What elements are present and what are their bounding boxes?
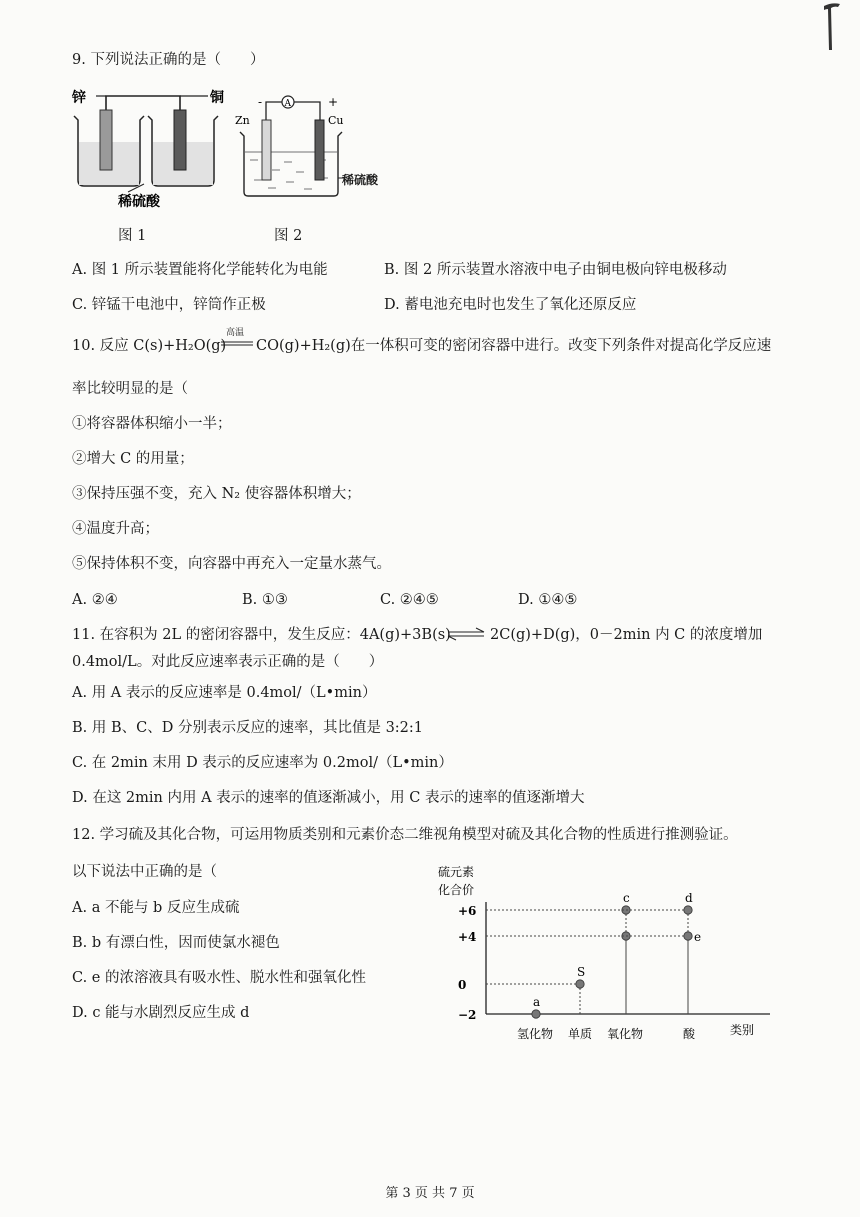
q10-item-1: ①将容器体积缩小一半； xyxy=(72,416,232,432)
graph-ytick-label: +4 xyxy=(458,930,477,944)
q11-option-b: B. 用 B、C、D 分别表示反应的速率，其比值是 3:2:1 xyxy=(72,720,424,736)
graph-point-label: a xyxy=(533,995,541,1009)
q12-stem: 12. 学习硫及其化合物，可运用物质类别和元素价态二维视角模型对硫及其化合物的性质进行推测验证。 xyxy=(72,827,738,843)
graph-point-label: e xyxy=(694,930,702,944)
q10-condition: 高温 xyxy=(226,328,245,338)
q9-option-a: A. 图 1 所示装置能将化学能转化为电能 xyxy=(72,262,328,278)
q11-option-c: C. 在 2min 末用 D 表示的反应速率为 0.2mol/（L•min） xyxy=(72,755,453,771)
fig2-cu-label: Cu xyxy=(328,114,344,127)
q10-item-3: ③保持压强不变，充入 N₂ 使容器体积增大； xyxy=(72,486,361,502)
graph-xtick-label: 氢化物 xyxy=(517,1027,554,1041)
q11-stem-left: 11. 在容积为 2L 的密闭容器中，发生反应：4A(g)+3B(s) xyxy=(72,627,451,643)
graph-point xyxy=(684,932,692,940)
q11-equilibrium-arrow xyxy=(446,627,486,641)
graph-ytick-label: 0 xyxy=(458,978,467,992)
q9-option-d: D. 蓄电池充电时也发生了氧化还原反应 xyxy=(384,297,637,313)
page-corner-mark xyxy=(810,0,850,60)
fig1-caption: 图 1 xyxy=(118,228,147,244)
q11-stem-right: 2C(g)+D(g)，0－2min 内 C 的浓度增加 xyxy=(490,627,763,643)
graph-xtick-label: 酸 xyxy=(683,1027,696,1041)
q10-option-d: D. ①④⑤ xyxy=(518,592,578,608)
q10-option-a: A. ②④ xyxy=(72,592,118,608)
q10-item-5: ⑤保持体积不变，向容器中再充入一定量水蒸气。 xyxy=(72,556,391,572)
page-footer: 第 3 页 共 7 页 xyxy=(385,1186,475,1201)
fig2-ammeter-label: A xyxy=(284,99,291,109)
q10-option-b: B. ①③ xyxy=(242,592,288,608)
q10-option-c: C. ②④⑤ xyxy=(380,592,439,608)
q9-figure-2 xyxy=(232,92,362,212)
q10-reaction-arrow xyxy=(220,340,254,346)
fig2-caption: 图 2 xyxy=(274,228,303,244)
q12-option-c: C. e 的浓溶液具有吸水性、脱水性和强氧化性 xyxy=(72,970,366,986)
q11-stem-cont: 0.4mol/L。对此反应速率表示正确的是（ ） xyxy=(72,654,384,670)
fig2-minus-label: - xyxy=(258,95,263,109)
graph-ylabel-1: 硫元素 xyxy=(438,865,475,879)
q10-stem-right: CO(g)+H₂(g)在一体积可变的密闭容器中进行。改变下列条件对提高化学反应速 xyxy=(256,338,772,354)
q9-figure-1 xyxy=(68,82,238,212)
q10-stem-cont: 率比较明显的是（ xyxy=(72,381,188,397)
graph-xtick-label: 单质 xyxy=(568,1027,593,1041)
fig1-zinc-label: 锌 xyxy=(72,90,86,106)
graph-xtick-label: 氧化物 xyxy=(607,1027,644,1041)
fig2-plus-label: + xyxy=(328,95,339,109)
q12-option-d: D. c 能与水剧烈反应生成 d xyxy=(72,1005,250,1021)
graph-ylabel-2: 化合价 xyxy=(438,883,475,897)
fig2-acid-label: 稀硫酸 xyxy=(342,173,379,187)
q9-stem: 9. 下列说法正确的是（ ） xyxy=(72,52,265,68)
graph-point xyxy=(684,906,692,914)
q9-option-b: B. 图 2 所示装置水溶液中电子由铜电极向锌电极移动 xyxy=(384,262,727,278)
q11-option-a: A. 用 A 表示的反应速率是 0.4mol/（L•min） xyxy=(72,685,377,701)
fig1-acid-label: 稀硫酸 xyxy=(118,194,160,210)
graph-ytick-label: −2 xyxy=(458,1008,477,1022)
q10-stem-left: 10. 反应 C(s)+H₂O(g) xyxy=(72,338,227,354)
fig1-copper-label: 铜 xyxy=(210,90,224,106)
graph-point-label: d xyxy=(685,891,693,905)
q12-stem-cont: 以下说法中正确的是（ xyxy=(72,864,217,880)
sulfur-valence-graph xyxy=(420,858,780,1048)
q11-option-d: D. 在这 2min 内用 A 表示的速率的值逐渐减小，用 C 表示的速率的值逐渐增大 xyxy=(72,790,585,806)
q12-option-b: B. b 有漂白性，因而使氯水褪色 xyxy=(72,935,280,951)
graph-point xyxy=(532,1010,540,1018)
q10-item-2: ②增大 C 的用量； xyxy=(72,451,194,467)
graph-point-label: c xyxy=(623,891,630,905)
q9-option-c: C. 锌锰干电池中，锌筒作正极 xyxy=(72,297,266,313)
fig2-zn-label: Zn xyxy=(235,114,250,127)
graph-point-label: S xyxy=(577,965,586,979)
graph-point xyxy=(576,980,584,988)
q10-item-4: ④温度升高； xyxy=(72,521,159,537)
graph-ytick-label: +6 xyxy=(458,904,477,918)
q12-option-a: A. a 不能与 b 反应生成硫 xyxy=(72,900,240,916)
graph-xlabel: 类别 xyxy=(730,1023,755,1037)
